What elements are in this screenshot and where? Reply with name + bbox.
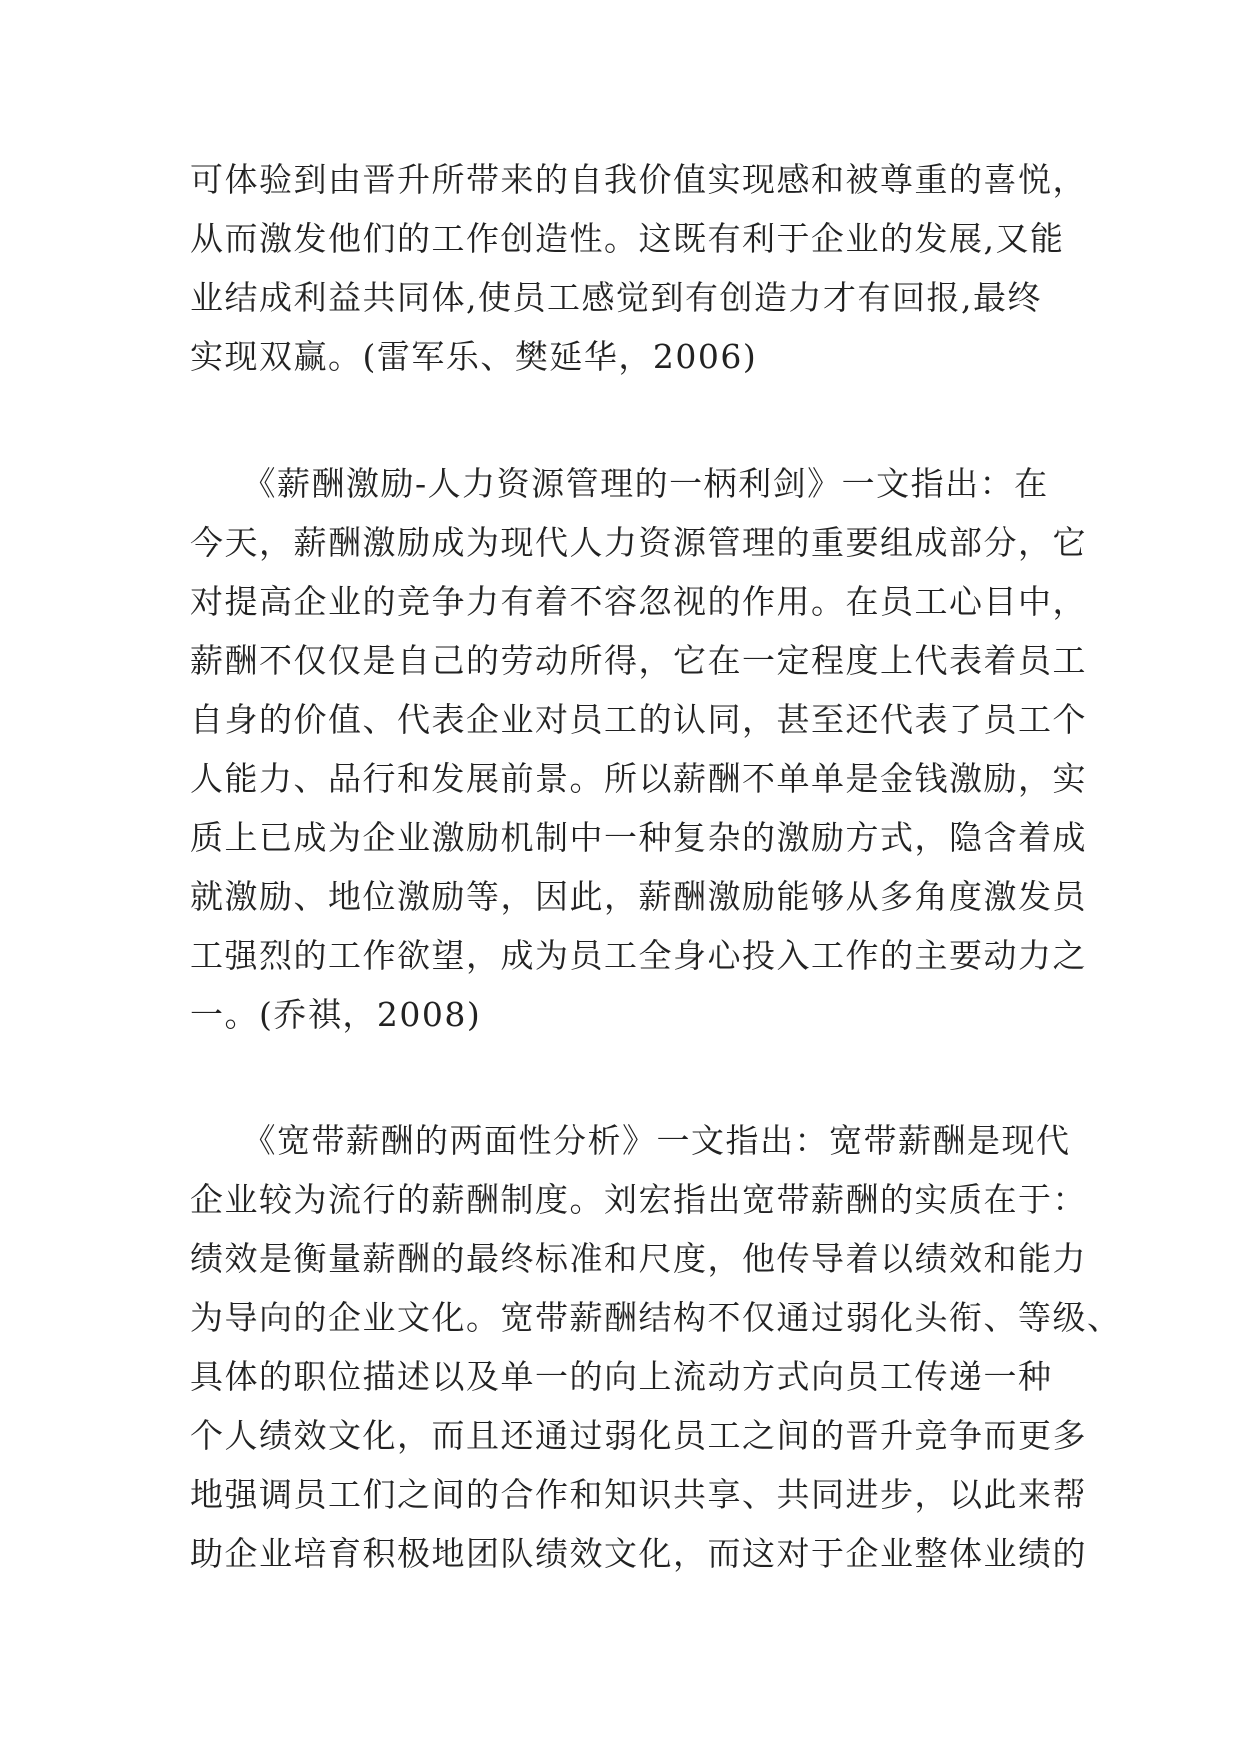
text-line: 工强烈的工作欲望，成为员工全身心投入工作的主要动力之 bbox=[190, 936, 1087, 975]
text-line: 可体验到由晋升所带来的自我价值实现感和被尊重的喜悦， bbox=[190, 160, 1087, 199]
text-line: 一。(乔祺，2008) bbox=[190, 995, 482, 1034]
text-line: 质上已成为企业激励机制中一种复杂的激励方式，隐含着成 bbox=[190, 818, 1087, 857]
paragraph-1 bbox=[190, 150, 1087, 386]
text-line: 助企业培育积极地团队绩效文化，而这对于企业整体业绩的 bbox=[190, 1534, 1087, 1573]
text-line: 对提高企业的竞争力有着不容忽视的作用。在员工心目中， bbox=[190, 582, 1087, 621]
text-line: 地强调员工们之间的合作和知识共享、共同进步，以此来帮 bbox=[190, 1475, 1087, 1514]
text-line: 就激励、地位激励等，因此，薪酬激励能够从多角度激发员 bbox=[190, 877, 1087, 916]
text-line: 企业较为流行的薪酬制度。刘宏指出宽带薪酬的实质在于： bbox=[190, 1180, 1087, 1219]
text-line: 《薪酬激励-人力资源管理的一柄利剑》一文指出：在 bbox=[190, 464, 1049, 503]
text-line: 绩效是衡量薪酬的最终标准和尺度，他传导着以绩效和能力 bbox=[190, 1239, 1087, 1278]
text-line: 薪酬不仅仅是自己的劳动所得，它在一定程度上代表着员工 bbox=[190, 641, 1087, 680]
text-line: 《宽带薪酬的两面性分析》一文指出：宽带薪酬是现代 bbox=[190, 1121, 1071, 1160]
text-line: 业结成利益共同体,使员工感觉到有创造力才有回报,最终 bbox=[190, 278, 1042, 317]
text-line: 为导向的企业文化。宽带薪酬结构不仅通过弱化头衔、等级、 bbox=[190, 1298, 1122, 1337]
text-line: 从而激发他们的工作创造性。这既有利于企业的发展,又能 bbox=[190, 219, 1065, 258]
text-line: 人能力、品行和发展前景。所以薪酬不单单是金钱激励，实 bbox=[190, 759, 1087, 798]
paragraph-2 bbox=[190, 454, 1087, 1044]
text-line: 实现双赢。(雷军乐、樊延华，2006) bbox=[190, 337, 758, 376]
text-line: 个人绩效文化，而且还通过弱化员工之间的晋升竞争而更多 bbox=[190, 1416, 1087, 1455]
text-line: 自身的价值、代表企业对员工的认同，甚至还代表了员工个 bbox=[190, 700, 1087, 739]
text-line: 今天，薪酬激励成为现代人力资源管理的重要组成部分，它 bbox=[190, 523, 1087, 562]
text-line: 具体的职位描述以及单一的向上流动方式向员工传递一种 bbox=[190, 1357, 1053, 1396]
paragraph-3 bbox=[190, 1111, 1122, 1583]
